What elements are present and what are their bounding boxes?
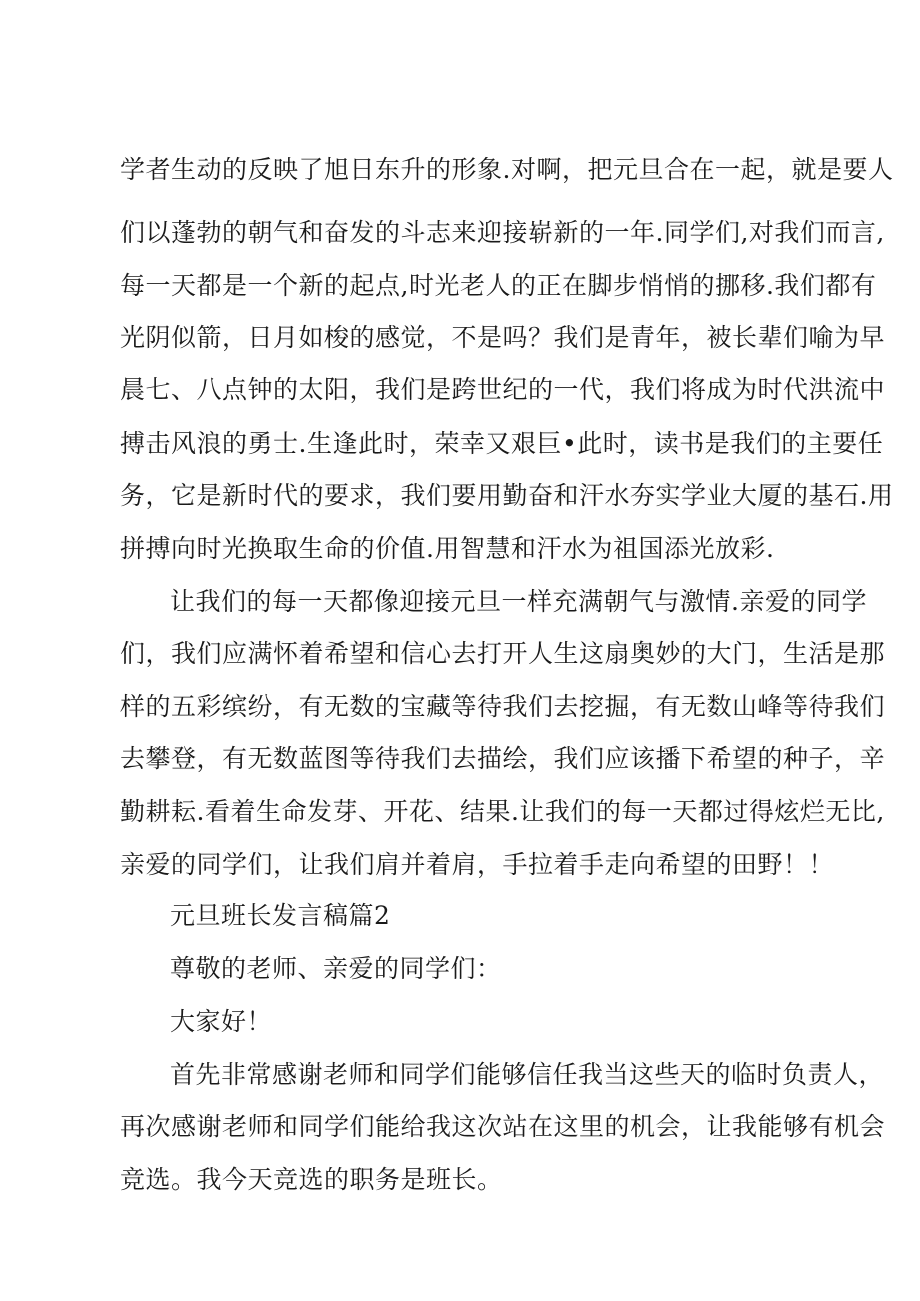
greeting-line: 大家好！	[170, 1007, 273, 1036]
text-line: 勤耕耘.看着生命发芽、开花、结果.让我们的每一天都过得炫烂无比,	[120, 797, 885, 826]
text-line: 样的五彩缤纷，有无数的宝藏等待我们去挖掘，有无数山峰等待我们	[120, 692, 886, 721]
text-line: 光阴似箭，日月如梭的感觉，不是吗？我们是青年，被长辈们喻为早	[120, 323, 886, 352]
text-line: 去攀登，有无数蓝图等待我们去描绘，我们应该播下希望的种子，辛	[120, 744, 886, 773]
text-line: 亲爱的同学们，让我们肩并着肩，手拉着手走向希望的田野！！	[120, 850, 835, 879]
text-line: 每一天都是一个新的起点,时光老人的正在脚步悄悄的挪移.我们都有	[120, 271, 877, 300]
text-line: 们，我们应满怀着希望和信心去打开人生这扇奥妙的大门，生活是那	[120, 639, 886, 668]
paragraph-start-line: 首先非常感谢老师和同学们能够信任我当这些天的临时负责人，	[170, 1060, 885, 1089]
text-line: 拼搏向时光换取生命的价值.用智慧和汗水为祖国添光放彩.	[120, 534, 775, 563]
text-line: 再次感谢老师和同学们能给我这次站在这里的机会，让我能够有机会	[120, 1112, 886, 1141]
text-line: 晨七、八点钟的太阳，我们是跨世纪的一代，我们将成为时代洪流中	[120, 375, 886, 404]
text-line: 学者生动的反映了旭日东升的形象.对啊，把元旦合在一起，就是要人	[120, 155, 894, 184]
paragraph-start-line: 让我们的每一天都像迎接元旦一样充满朝气与激情.亲爱的同学	[170, 587, 867, 616]
text-line: 竞选。我今天竞选的职务是班长。	[120, 1165, 503, 1194]
text-line: 们以蓬勃的朝气和奋发的斗志来迎接崭新的一年.同学们,对我们而言,	[120, 218, 885, 247]
text-line: 搏击风浪的勇士.生逢此时，荣幸又艰巨•此时，读书是我们的主要任	[120, 429, 884, 458]
text-line: 务，它是新时代的要求，我们要用勤奋和汗水夯实学业大厦的基石.用	[120, 481, 894, 510]
greeting-line: 尊敬的老师、亲爱的同学们：	[170, 954, 502, 983]
section-heading: 元旦班长发言稿篇2	[170, 901, 391, 930]
